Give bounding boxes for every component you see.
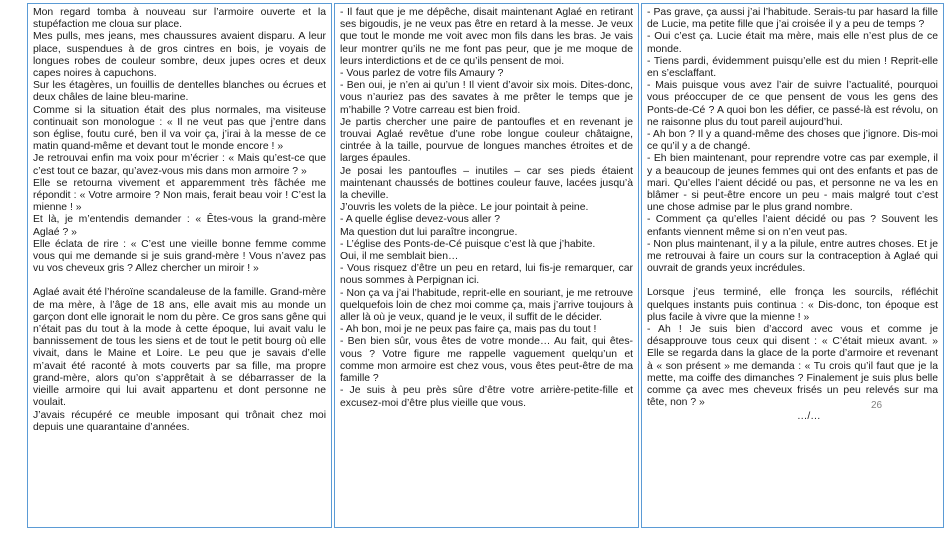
paragraph: - Ben oui, je n’en ai qu’un ! Il vient d’avoir six mois. Dites-donc, vous n’auriez pas des savates à me prêter le temps que je m’habille ? Votre carreau est bien froid. <box>340 80 633 116</box>
paragraph: - Pas grave, ça aussi j’ai l’habitude. Serais-tu par hasard la fille de Lucie, ma petite fille que j’ai croisée il y a peu de temps ? <box>647 7 938 31</box>
paragraph: - Vous risquez d’être un peu en retard, lui fis-je remarquer, car nous sommes à Perpignan ici. <box>340 263 633 287</box>
page-number: 26 <box>871 399 883 411</box>
paragraph: J’ouvris les volets de la pièce. Le jour pointait à peine. <box>340 202 589 214</box>
paragraph: - Vous parlez de votre fils Amaury ? <box>340 68 504 80</box>
paragraph: - Ah bon, moi je ne peux pas faire ça, mais pas du tout ! <box>340 324 597 336</box>
paragraph: Je posai les pantoufles – inutiles – car ses pieds étaient maintenant chaussés de bottines couleur fauve, lacées jusqu’à la cheville. <box>340 165 633 202</box>
paragraph: - A quelle église devez-vous aller ? <box>340 214 500 226</box>
paragraph: Lorsque j’eus terminé, elle fronça les sourcils, réfléchit quelques instants puis continua : « Dis-donc, ton époque est plus facile à vivre que la mienne ! » <box>647 287 938 323</box>
paragraph: Je retrouvai enfin ma voix pour m’écrier : « Mais qu’est-ce que c’est tout ce bazar, qu’avez-vous mis dans mon armoire ? » <box>33 153 326 177</box>
paragraph: Mes pulls, mes jeans, mes chaussures avaient disparu. A leur place, suspendues à de gros cintres en bois, je voyais de longues robes de couleur sombre, deux jupes ocres et deux capes noires à capuchons. <box>33 31 326 80</box>
paragraph: - Ah ! Je suis bien d’accord avec vous et comme je désapprouve tous ceux qui disent : « C’était mieux avant. » Elle se regarda dans la glace de la porte d’armoire et revenant à « son présent » me demanda : « Tu crois qu’il faut que je la mette, ma coiffe des dimanches ? Finalement je suis plus belle comme ça avec mes cheveux frisés un peu relevés sur ma tête, non ? » <box>647 324 938 409</box>
paragraph: Oui, il me semblait bien… <box>340 251 459 263</box>
paragraph: Elle se retourna vivement et apparemment très fâchée me répondit : « Votre armoire ? Non mais, ferait beau voir ! C’est la mienne ! » <box>33 177 326 214</box>
paragraph: - Je suis à peu près sûre d’être votre arrière-petite-fille et excusez-moi d’être plus vieille que vous. <box>340 385 633 409</box>
paragraph: - Tiens pardi, évidemment puisqu’elle est du mien ! Reprit-elle en s’esclaffant. <box>647 55 938 80</box>
paragraph: - Eh bien maintenant, pour reprendre votre cas par exemple, il y a beaucoup de jeunes femmes qui ont des enfants et pas de mari. Qu’elles l’aient décidé ou pas, et personne ne va les en blâmer - si peut-être encore un peu - mais malgré tout c’est une chose admise par le plus grand nombre. <box>647 153 938 214</box>
paragraph: Aglaé avait été l’héroïne scandaleuse de la famille. Grand-mère de ma mère, à l’âge de 18 ans, elle avait mis au monde un garçon dont elle ignorait le nom du père. Ce gros sans gêne qui n’était pas du tout à la mode à cette époque, lui avait valu le bannissement de tous les siens et de tout le petit bourg où elle vivait, dans le Maine et Loire. Le peu que je savais d’elle m’avait été raconté à mots couverts par sa fille, ma propre grand-mère, alors qu’on s’apprêtait à se débarrasser de la vieille armoire qui lui avait appartenu et dont personne ne voulait. <box>33 287 326 409</box>
paragraph: - Non plus maintenant, il y a la pilule, entre autres choses. Et je me retrouvai à faire un cours sur la contraception à Aglaé qui ouvrait de grands yeux incrédules. <box>647 238 938 275</box>
text-column-2 <box>334 3 639 528</box>
paragraph: J’avais récupéré ce meuble imposant qui trônait chez moi depuis une quarantaine d’années. <box>33 409 326 433</box>
paragraph: Et là, je m’entendis demander : « Êtes-vous la grand-mère Aglaé ? » <box>33 214 326 238</box>
paragraph: - Non ça va j’ai l’habitude, reprit-elle en souriant, je me retrouve quelquefois loin de chez moi comme ça, mais j’arrive toujours à aller là où je veux, quand je le veux, il suffit de le décider. <box>340 287 633 324</box>
text-column-1 <box>27 3 332 528</box>
paragraph: - Ben bien sûr, vous êtes de votre monde… Au fait, qui êtes-vous ? Votre figure me rappelle vaguement quelqu’un et comme mon armoire est chez vous, vous êtes peut-être de ma famille ? <box>340 336 633 385</box>
paragraph: - Oui c’est ça. Lucie était ma mère, mais elle n’est plus de ce monde. <box>647 31 938 55</box>
paragraph: Mon regard tomba à nouveau sur l’armoire ouverte et la stupéfaction me cloua sur place. <box>33 7 326 31</box>
paragraph: Ma question dut lui paraître incongrue. <box>340 226 518 238</box>
paragraph: - Mais puisque vous avez l’air de suivre l’actualité, pourquoi vous préoccuper de ce que pensent de vous les gens des Ponts-de-Cé ? A quoi bon les défier, ce passé-là est révolu, on ne raisonne plus du tout pareil aujourd’hui. <box>647 80 938 128</box>
continuation-mark: …/… <box>797 410 821 422</box>
paragraph: - Ah bon ? Il y a quand-même des choses que j’ignore. Dis-moi ce qu’il y a de changé. <box>647 129 938 153</box>
page-footer <box>647 399 938 425</box>
paragraph: Comme si la situation était des plus normales, ma visiteuse continuait son monologue : « Il ne veut pas que j’entre dans son église, foutu curé, ben il va voir ça, j’irai à la messe de ce matin quand-même et devant tout le monde encore ! » <box>33 104 326 153</box>
paragraph: - L’église des Ponts-de-Cé puisque c’est là que j’habite. <box>340 238 596 250</box>
text-column-3 <box>641 3 944 528</box>
paragraph: - Comment ça qu’elles l’aient décidé ou pas ? Souvent les enfants viennent même si on n’en veut pas. <box>647 214 938 238</box>
paragraph: Sur les étagères, un fouillis de dentelles blanches ou écrues et deux châles de laine bleu-marine. <box>33 80 326 104</box>
paragraph: Elle éclata de rire : « C’est une vieille bonne femme comme vous qui me demande si je suis grand-mère ! Vous n’avez pas vu vos cheveux gris ? Allez chercher un miroir ! » <box>33 238 326 275</box>
paragraph: - Il faut que je me dépêche, disait maintenant Aglaé en retirant ses bigoudis, je ne veux pas être en retard à la messe. Je veux que tout le monde me voit avec mon fils dans les bras. Je vais leur montrer qu’ils ne me font pas peur, que je me moque de leurs interdictions et de ce qu’ils pensent de moi. <box>340 7 633 67</box>
paragraph: Je partis chercher une paire de pantoufles et en revenant je trouvai Aglaé revêtue d’une robe longue couleur châtaigne, cintrée à la taille, pourvue de longues manches étroites et de larges épaules. <box>340 116 633 165</box>
